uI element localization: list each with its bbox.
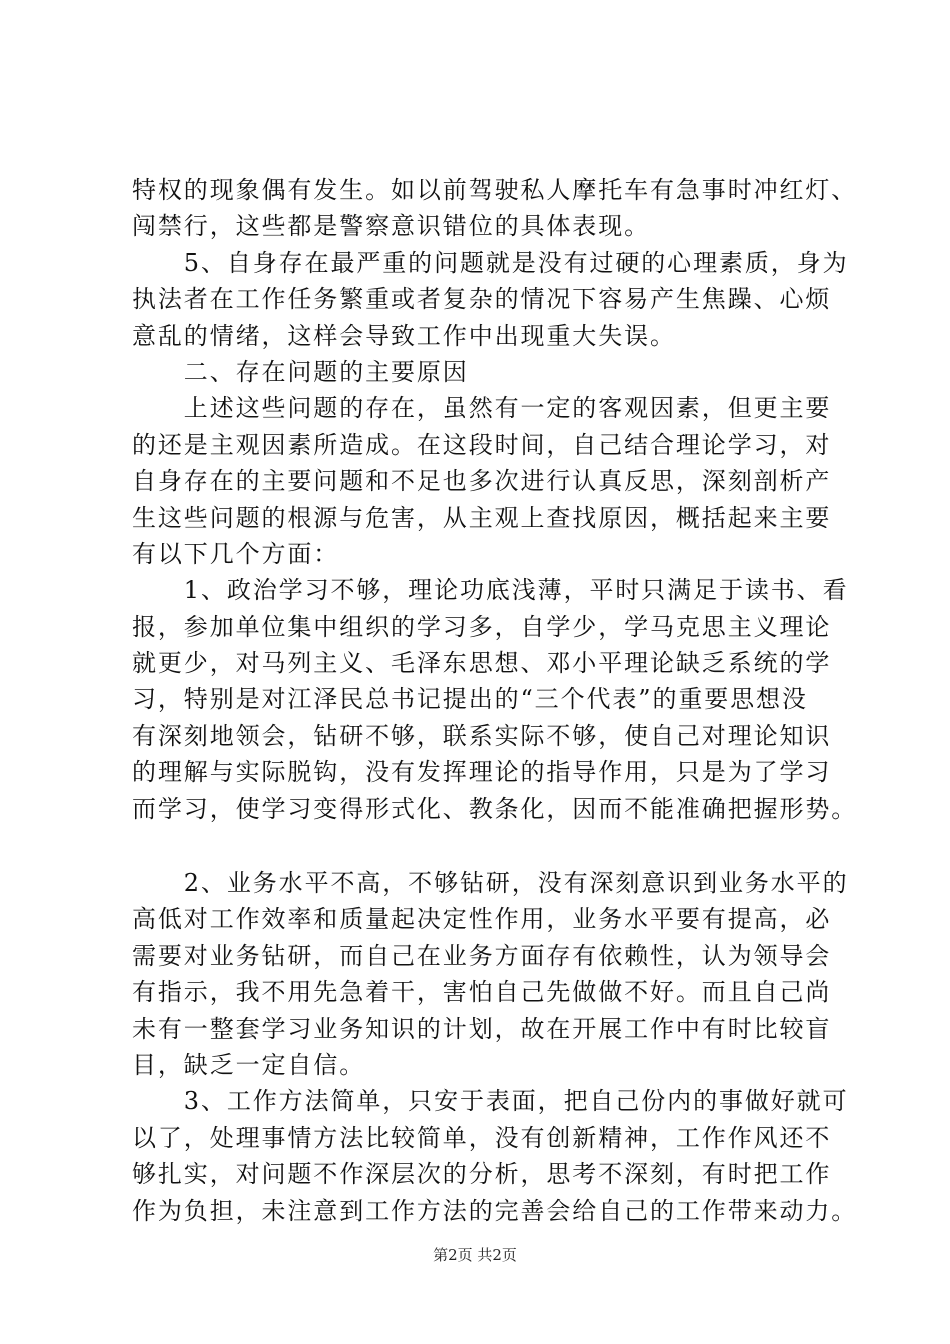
text-line: 1、政治学习不够，理论功底浅薄，平时只满足于读书、看 xyxy=(132,576,849,605)
text-line: 高低对工作效率和质量起决定性作用，业务水平要有提高，必 xyxy=(132,905,832,934)
text-line: 执法者在工作任务繁重或者复杂的情况下容易产生焦躁、心烦 xyxy=(132,285,832,314)
text-line: 未有一整套学习业务知识的计划，故在开展工作中有时比较盲 xyxy=(132,1014,832,1043)
text-line: 生这些问题的根源与危害，从主观上查找原因，概括起来主要 xyxy=(132,503,832,532)
page-footer: 第2页 共2页 xyxy=(433,1246,517,1264)
text-line: 有深刻地领会，钻研不够，联系实际不够，使自己对理论知识 xyxy=(132,721,832,750)
text-line: 以了，处理事情方法比较简单，没有创新精神，工作作风还不 xyxy=(132,1123,832,1152)
paragraph-gap xyxy=(132,827,852,865)
text-line: 5、自身存在最严重的问题就是没有过硬的心理素质，身为 xyxy=(132,248,849,277)
text-line: 自身存在的主要问题和不足也多次进行认真反思，深刻剖析产 xyxy=(132,467,832,496)
text-line: 意乱的情绪，这样会导致工作中出现重大失误。 xyxy=(132,321,676,350)
text-line: 有指示，我不用先急着干，害怕自己先做做不好。而且自己尚 xyxy=(132,978,832,1007)
text-line: 目，缺乏一定自信。 xyxy=(132,1050,366,1079)
text-line: 的理解与实际脱钩，没有发挥理论的指导作用，只是为了学习 xyxy=(132,758,832,787)
text-line: 2、业务水平不高，不够钻研，没有深刻意识到业务水平的 xyxy=(132,869,849,898)
text-line: 有以下几个方面： xyxy=(132,539,340,568)
text-line: 的还是主观因素所造成。在这段时间，自己结合理论学习，对 xyxy=(132,430,832,459)
text-line: 特权的现象偶有发生。如以前驾驶私人摩托车有急事时冲红灯、 xyxy=(132,176,858,204)
text-line: 作为负担，未注意到工作方法的完善会给自己的工作带来动力。 xyxy=(132,1196,858,1225)
section-heading: 二、存在问题的主要原因 xyxy=(132,357,469,386)
text-line: 需要对业务钻研，而自己在业务方面存有依赖性，认为领导会 xyxy=(132,941,832,970)
text-line: 报，参加单位集中组织的学习多，自学少，学马克思主义理论 xyxy=(132,612,832,641)
text-line: 就更少，对马列主义、毛泽东思想、邓小平理论缺乏系统的学 xyxy=(132,649,832,678)
text-line: 上述这些问题的存在，虽然有一定的客观因素，但更主要 xyxy=(132,394,832,423)
text-line: 而学习，使学习变得形式化、教条化，因而不能准确把握形势。 xyxy=(132,794,858,823)
text-line: 够扎实，对问题不作深层次的分析，思考不深刻，有时把工作 xyxy=(132,1160,832,1189)
document-body xyxy=(132,172,858,1229)
text-line: 习，特别是对江泽民总书记提出的“三个代表”的重要思想没 xyxy=(132,685,808,714)
text-line: 闯禁行，这些都是警察意识错位的具体表现。 xyxy=(132,212,650,241)
text-line: 3、工作方法简单，只安于表面，把自己份内的事做好就可 xyxy=(132,1087,849,1116)
